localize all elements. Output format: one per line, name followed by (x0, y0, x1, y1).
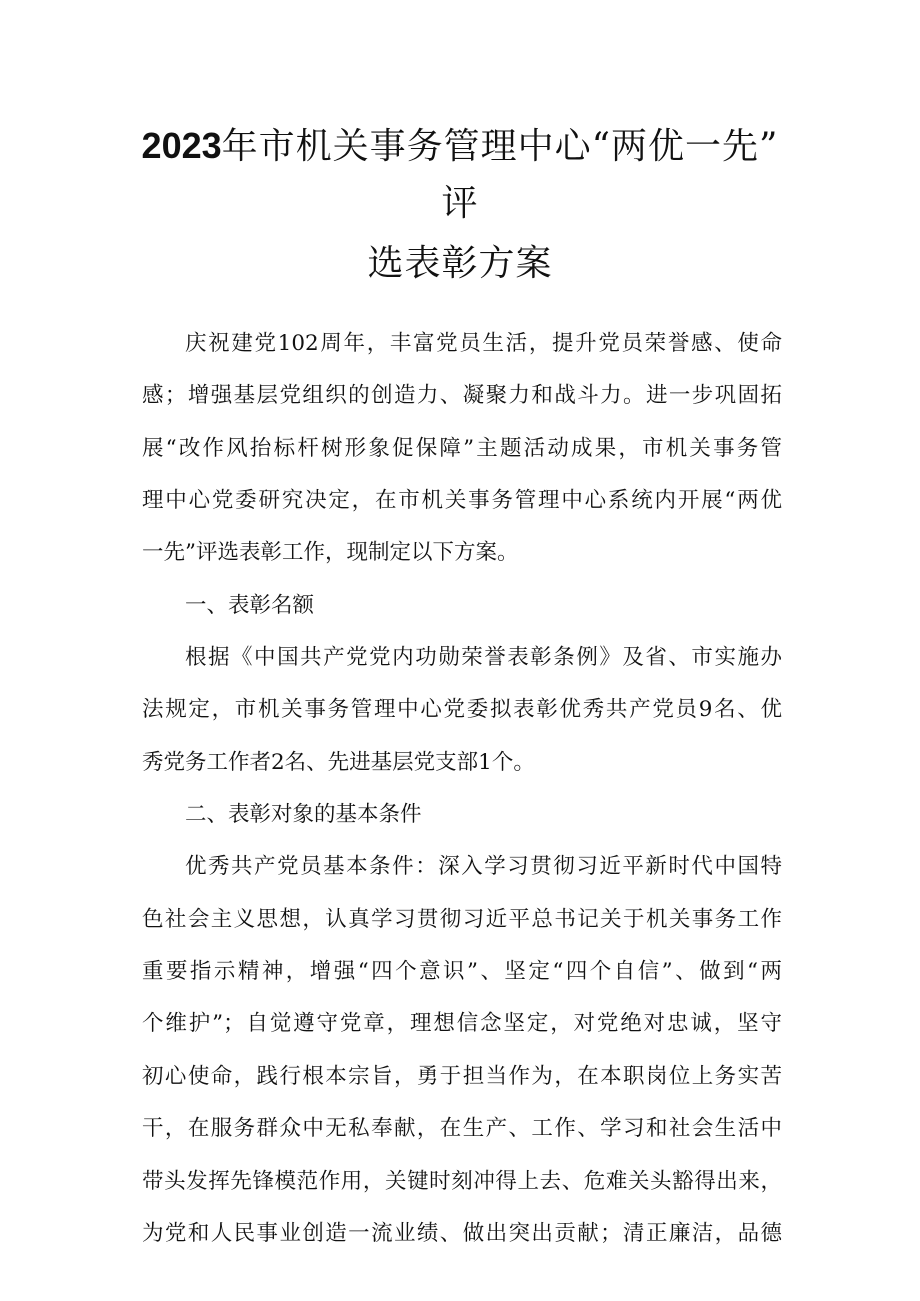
paragraph-line: 法规定，市机关事务管理中心党委拟表彰优秀共产党员9名、优 (142, 697, 782, 723)
paragraph-line: 初心使命，践行根本宗旨，勇于担当作为，在本职岗位上务实苦 (142, 1063, 782, 1089)
paragraph-line: 庆祝建党102周年，丰富党员生活，提升党员荣誉感、使命 (185, 331, 782, 356)
paragraph-line: 为党和人民事业创造一流业绩、做出突出贡献；清正廉洁，品德 (142, 1220, 782, 1246)
document-body (142, 318, 782, 1260)
paragraph-line: 色社会主义思想，认真学习贯彻习近平总书记关于机关事务工作 (142, 906, 782, 932)
paragraph-line: 一先”评选表彰工作，现制定以下方案。 (142, 540, 519, 566)
paragraph-line: 干，在服务群众中无私奉献，在生产、工作、学习和社会生活中 (142, 1116, 782, 1142)
section-heading: 二、表彰对象的基本条件 (185, 802, 422, 828)
document-title-line-2: 评 (441, 183, 479, 224)
paragraph-line: 理中心党委研究决定，在市机关事务管理中心系统内开展“两优 (142, 488, 782, 514)
paragraph-line: 感；增强基层党组织的创造力、凝聚力和战斗力。进一步巩固拓 (142, 383, 782, 409)
paragraph-line: 优秀共产党员基本条件：深入学习贯彻习近平新时代中国特 (185, 854, 782, 880)
paragraph-line: 展“改作风抬标杆树形象促保障”主题活动成果，市机关事务管 (142, 435, 782, 461)
paragraph-line: 重要指示精神，增强“四个意识”、坚定“四个自信”、做到“两 (142, 959, 782, 985)
document-title-line-3: 选表彰方案 (367, 243, 553, 284)
paragraph-line: 带头发挥先锋模范作用，关键时刻冲得上去、危难关头豁得出来， (142, 1168, 782, 1194)
section-heading: 一、表彰名额 (185, 592, 315, 618)
paragraph-line: 秀党务工作者2名、先进基层党支部1个。 (142, 749, 535, 775)
document-title-line-1 (0, 124, 920, 169)
paragraph-line: 个维护”；自觉遵守党章，理想信念坚定，对党绝对忠诚，坚守 (142, 1011, 782, 1037)
paragraph-line: 根据《中国共产党党内功勋荣誉表彰条例》及省、市实施办 (185, 645, 782, 671)
title-year: 2023 (141, 125, 222, 166)
title-text: 年市机关事务管理中心“两优一先” (221, 126, 779, 167)
